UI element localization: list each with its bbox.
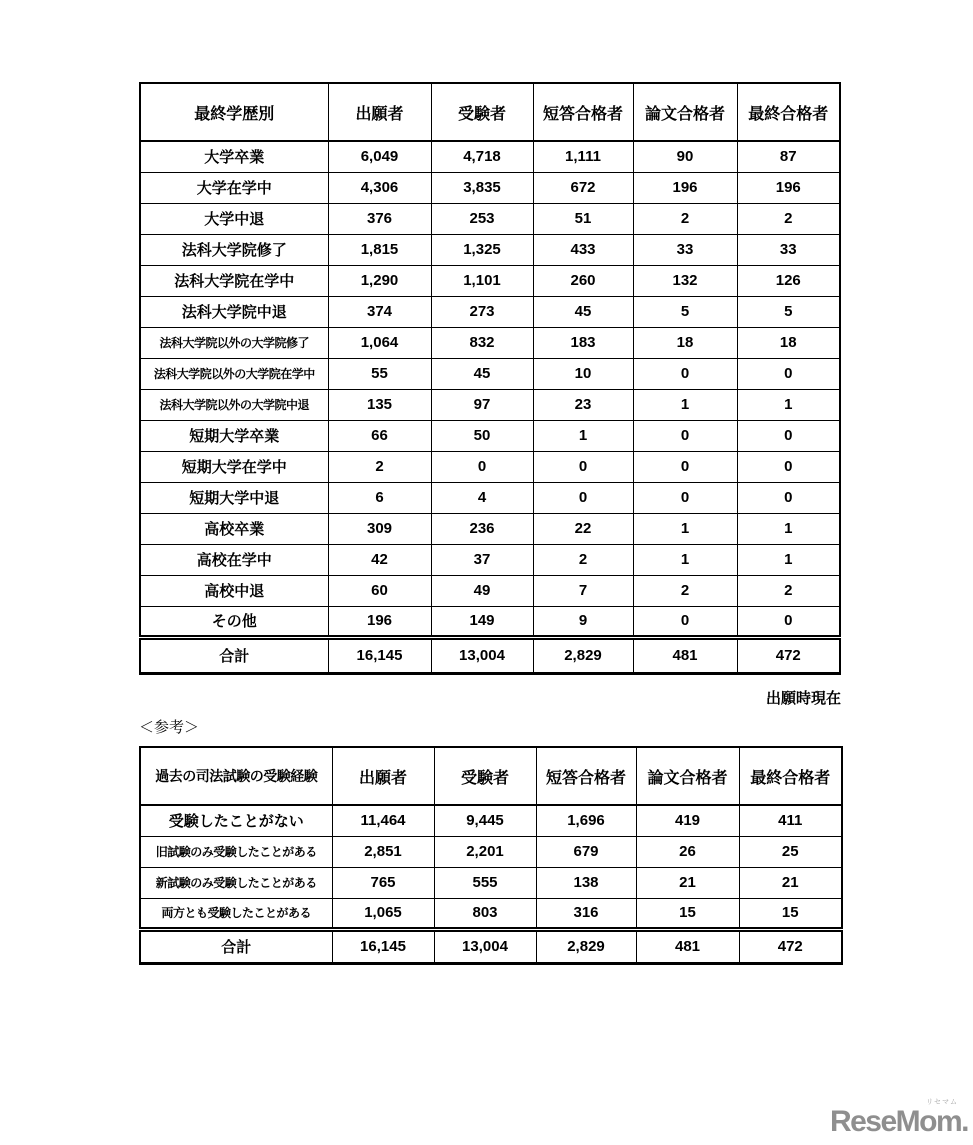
cell-final-passers: 15 bbox=[739, 898, 842, 929]
cell-examinees: 832 bbox=[431, 327, 533, 358]
table1-column-header-essay-passers: 論文合格者 bbox=[633, 83, 737, 141]
cell-short-answer-passers: 0 bbox=[533, 482, 633, 513]
total-final-passers: 472 bbox=[737, 637, 840, 673]
cell-examinees: 97 bbox=[431, 389, 533, 420]
cell-essay-passers: 0 bbox=[633, 358, 737, 389]
table-row bbox=[140, 482, 840, 513]
cell-short-answer-passers: 138 bbox=[536, 867, 636, 898]
table2-header-row bbox=[140, 747, 842, 805]
cell-short-answer-passers: 316 bbox=[536, 898, 636, 929]
cell-examinees: 37 bbox=[431, 544, 533, 575]
cell-essay-passers: 196 bbox=[633, 172, 737, 203]
cell-applicants: 1,064 bbox=[328, 327, 431, 358]
cell-final-passers: 33 bbox=[737, 234, 840, 265]
resemom-logo bbox=[830, 1099, 968, 1137]
cell-essay-passers: 0 bbox=[633, 420, 737, 451]
table-row bbox=[140, 513, 840, 544]
cell-essay-passers: 2 bbox=[633, 575, 737, 606]
cell-short-answer-passers: 183 bbox=[533, 327, 633, 358]
cell-examinees: 236 bbox=[431, 513, 533, 544]
row-label: 法科大学院修了 bbox=[140, 234, 328, 265]
row-label: 短期大学在学中 bbox=[140, 451, 328, 482]
total-applicants: 16,145 bbox=[328, 637, 431, 673]
row-label: 高校在学中 bbox=[140, 544, 328, 575]
cell-applicants: 2,851 bbox=[332, 836, 434, 867]
table1-column-header-education: 最終学歴別 bbox=[140, 83, 328, 141]
total-essay-passers: 481 bbox=[636, 929, 739, 963]
cell-applicants: 1,815 bbox=[328, 234, 431, 265]
table1-column-header-final-passers: 最終合格者 bbox=[737, 83, 840, 141]
cell-short-answer-passers: 9 bbox=[533, 606, 633, 637]
cell-final-passers: 411 bbox=[739, 805, 842, 836]
cell-examinees: 2,201 bbox=[434, 836, 536, 867]
table-row bbox=[140, 327, 840, 358]
cell-essay-passers: 1 bbox=[633, 544, 737, 575]
table-row bbox=[140, 836, 842, 867]
row-label: 大学在学中 bbox=[140, 172, 328, 203]
table1-total-row bbox=[140, 637, 840, 673]
total-examinees: 13,004 bbox=[434, 929, 536, 963]
table-row bbox=[140, 805, 842, 836]
total-label: 合計 bbox=[140, 637, 328, 673]
row-label: 高校卒業 bbox=[140, 513, 328, 544]
cell-short-answer-passers: 22 bbox=[533, 513, 633, 544]
cell-short-answer-passers: 433 bbox=[533, 234, 633, 265]
cell-examinees: 273 bbox=[431, 296, 533, 327]
cell-final-passers: 126 bbox=[737, 265, 840, 296]
cell-examinees: 49 bbox=[431, 575, 533, 606]
row-label: 旧試験のみ受験したことがある bbox=[140, 836, 332, 867]
cell-essay-passers: 26 bbox=[636, 836, 739, 867]
cell-essay-passers: 1 bbox=[633, 513, 737, 544]
row-label: 法科大学院以外の大学院修了 bbox=[140, 327, 328, 358]
cell-short-answer-passers: 51 bbox=[533, 203, 633, 234]
cell-applicants: 1,065 bbox=[332, 898, 434, 929]
total-examinees: 13,004 bbox=[431, 637, 533, 673]
table-row bbox=[140, 296, 840, 327]
total-essay-passers: 481 bbox=[633, 637, 737, 673]
row-label: 法科大学院以外の大学院中退 bbox=[140, 389, 328, 420]
cell-applicants: 6 bbox=[328, 482, 431, 513]
table-row bbox=[140, 451, 840, 482]
cell-short-answer-passers: 679 bbox=[536, 836, 636, 867]
cell-essay-passers: 18 bbox=[633, 327, 737, 358]
cell-essay-passers: 5 bbox=[633, 296, 737, 327]
cell-essay-passers: 419 bbox=[636, 805, 739, 836]
cell-essay-passers: 15 bbox=[636, 898, 739, 929]
cell-final-passers: 0 bbox=[737, 358, 840, 389]
table2-column-header-examinees: 受験者 bbox=[434, 747, 536, 805]
row-label: 法科大学院中退 bbox=[140, 296, 328, 327]
cell-short-answer-passers: 260 bbox=[533, 265, 633, 296]
cell-final-passers: 21 bbox=[739, 867, 842, 898]
cell-final-passers: 0 bbox=[737, 420, 840, 451]
table2-column-header-applicants: 出願者 bbox=[332, 747, 434, 805]
table2-column-header-essay-passers: 論文合格者 bbox=[636, 747, 739, 805]
total-applicants: 16,145 bbox=[332, 929, 434, 963]
table-row bbox=[140, 389, 840, 420]
cell-applicants: 135 bbox=[328, 389, 431, 420]
cell-examinees: 555 bbox=[434, 867, 536, 898]
table-row bbox=[140, 141, 840, 172]
cell-essay-passers: 0 bbox=[633, 606, 737, 637]
row-label: 法科大学院在学中 bbox=[140, 265, 328, 296]
resemom-logo-ruby: リセマム bbox=[926, 1099, 958, 1106]
cell-applicants: 196 bbox=[328, 606, 431, 637]
row-label: 短期大学中退 bbox=[140, 482, 328, 513]
cell-final-passers: 196 bbox=[737, 172, 840, 203]
cell-final-passers: 25 bbox=[739, 836, 842, 867]
row-label: 新試験のみ受験したことがある bbox=[140, 867, 332, 898]
table-row bbox=[140, 234, 840, 265]
cell-examinees: 3,835 bbox=[431, 172, 533, 203]
cell-final-passers: 1 bbox=[737, 513, 840, 544]
row-label: 高校中退 bbox=[140, 575, 328, 606]
row-label: 大学卒業 bbox=[140, 141, 328, 172]
row-label: 法科大学院以外の大学院在学中 bbox=[140, 358, 328, 389]
cell-applicants: 42 bbox=[328, 544, 431, 575]
cell-short-answer-passers: 672 bbox=[533, 172, 633, 203]
cell-short-answer-passers: 1,111 bbox=[533, 141, 633, 172]
cell-examinees: 803 bbox=[434, 898, 536, 929]
cell-applicants: 765 bbox=[332, 867, 434, 898]
row-label: 短期大学卒業 bbox=[140, 420, 328, 451]
cell-short-answer-passers: 45 bbox=[533, 296, 633, 327]
cell-examinees: 4 bbox=[431, 482, 533, 513]
past-exam-experience-table bbox=[139, 746, 843, 965]
table-row bbox=[140, 172, 840, 203]
cell-final-passers: 18 bbox=[737, 327, 840, 358]
cell-examinees: 45 bbox=[431, 358, 533, 389]
resemom-logo-wordmark: ReseMom. bbox=[829, 1105, 968, 1138]
cell-essay-passers: 90 bbox=[633, 141, 737, 172]
cell-essay-passers: 0 bbox=[633, 451, 737, 482]
cell-applicants: 60 bbox=[328, 575, 431, 606]
cell-applicants: 4,306 bbox=[328, 172, 431, 203]
table-row bbox=[140, 420, 840, 451]
total-label: 合計 bbox=[140, 929, 332, 963]
table-row bbox=[140, 265, 840, 296]
cell-examinees: 0 bbox=[431, 451, 533, 482]
cell-essay-passers: 2 bbox=[633, 203, 737, 234]
cell-final-passers: 5 bbox=[737, 296, 840, 327]
cell-final-passers: 2 bbox=[737, 575, 840, 606]
table-row bbox=[140, 575, 840, 606]
table-row bbox=[140, 867, 842, 898]
cell-short-answer-passers: 1 bbox=[533, 420, 633, 451]
table2-column-header-experience: 過去の司法試験の受験経験 bbox=[140, 747, 332, 805]
table1-column-header-applicants: 出願者 bbox=[328, 83, 431, 141]
cell-essay-passers: 132 bbox=[633, 265, 737, 296]
cell-examinees: 253 bbox=[431, 203, 533, 234]
cell-essay-passers: 33 bbox=[633, 234, 737, 265]
cell-applicants: 66 bbox=[328, 420, 431, 451]
cell-final-passers: 0 bbox=[737, 606, 840, 637]
cell-applicants: 11,464 bbox=[332, 805, 434, 836]
cell-applicants: 374 bbox=[328, 296, 431, 327]
cell-applicants: 1,290 bbox=[328, 265, 431, 296]
cell-essay-passers: 1 bbox=[633, 389, 737, 420]
cell-short-answer-passers: 1,696 bbox=[536, 805, 636, 836]
cell-applicants: 55 bbox=[328, 358, 431, 389]
row-label: 受験したことがない bbox=[140, 805, 332, 836]
cell-short-answer-passers: 2 bbox=[533, 544, 633, 575]
total-short-answer-passers: 2,829 bbox=[536, 929, 636, 963]
cell-examinees: 50 bbox=[431, 420, 533, 451]
table-row bbox=[140, 203, 840, 234]
cell-applicants: 309 bbox=[328, 513, 431, 544]
cell-essay-passers: 0 bbox=[633, 482, 737, 513]
education-background-table bbox=[139, 82, 841, 675]
table2-column-header-short-answer-passers: 短答合格者 bbox=[536, 747, 636, 805]
total-final-passers: 472 bbox=[739, 929, 842, 963]
cell-short-answer-passers: 0 bbox=[533, 451, 633, 482]
cell-final-passers: 1 bbox=[737, 544, 840, 575]
cell-examinees: 4,718 bbox=[431, 141, 533, 172]
total-short-answer-passers: 2,829 bbox=[533, 637, 633, 673]
cell-essay-passers: 21 bbox=[636, 867, 739, 898]
cell-examinees: 9,445 bbox=[434, 805, 536, 836]
cell-examinees: 149 bbox=[431, 606, 533, 637]
cell-applicants: 2 bbox=[328, 451, 431, 482]
table-row bbox=[140, 606, 840, 637]
cell-short-answer-passers: 23 bbox=[533, 389, 633, 420]
cell-short-answer-passers: 7 bbox=[533, 575, 633, 606]
cell-final-passers: 2 bbox=[737, 203, 840, 234]
cell-examinees: 1,325 bbox=[431, 234, 533, 265]
cell-applicants: 6,049 bbox=[328, 141, 431, 172]
cell-final-passers: 0 bbox=[737, 451, 840, 482]
row-label: 両方とも受験したことがある bbox=[140, 898, 332, 929]
row-label: その他 bbox=[140, 606, 328, 637]
cell-applicants: 376 bbox=[328, 203, 431, 234]
table1-column-header-short-answer-passers: 短答合格者 bbox=[533, 83, 633, 141]
row-label: 大学中退 bbox=[140, 203, 328, 234]
table-row bbox=[140, 358, 840, 389]
table2-total-row bbox=[140, 929, 842, 963]
reference-label: ＜参考＞ bbox=[139, 719, 200, 736]
cell-examinees: 1,101 bbox=[431, 265, 533, 296]
table-row bbox=[140, 544, 840, 575]
cell-final-passers: 0 bbox=[737, 482, 840, 513]
table1-header-row bbox=[140, 83, 840, 141]
table2-column-header-final-passers: 最終合格者 bbox=[739, 747, 842, 805]
cell-short-answer-passers: 10 bbox=[533, 358, 633, 389]
cell-final-passers: 1 bbox=[737, 389, 840, 420]
as-of-application-note: 出願時現在 bbox=[765, 690, 841, 707]
cell-final-passers: 87 bbox=[737, 141, 840, 172]
table-row bbox=[140, 898, 842, 929]
table1-column-header-examinees: 受験者 bbox=[431, 83, 533, 141]
